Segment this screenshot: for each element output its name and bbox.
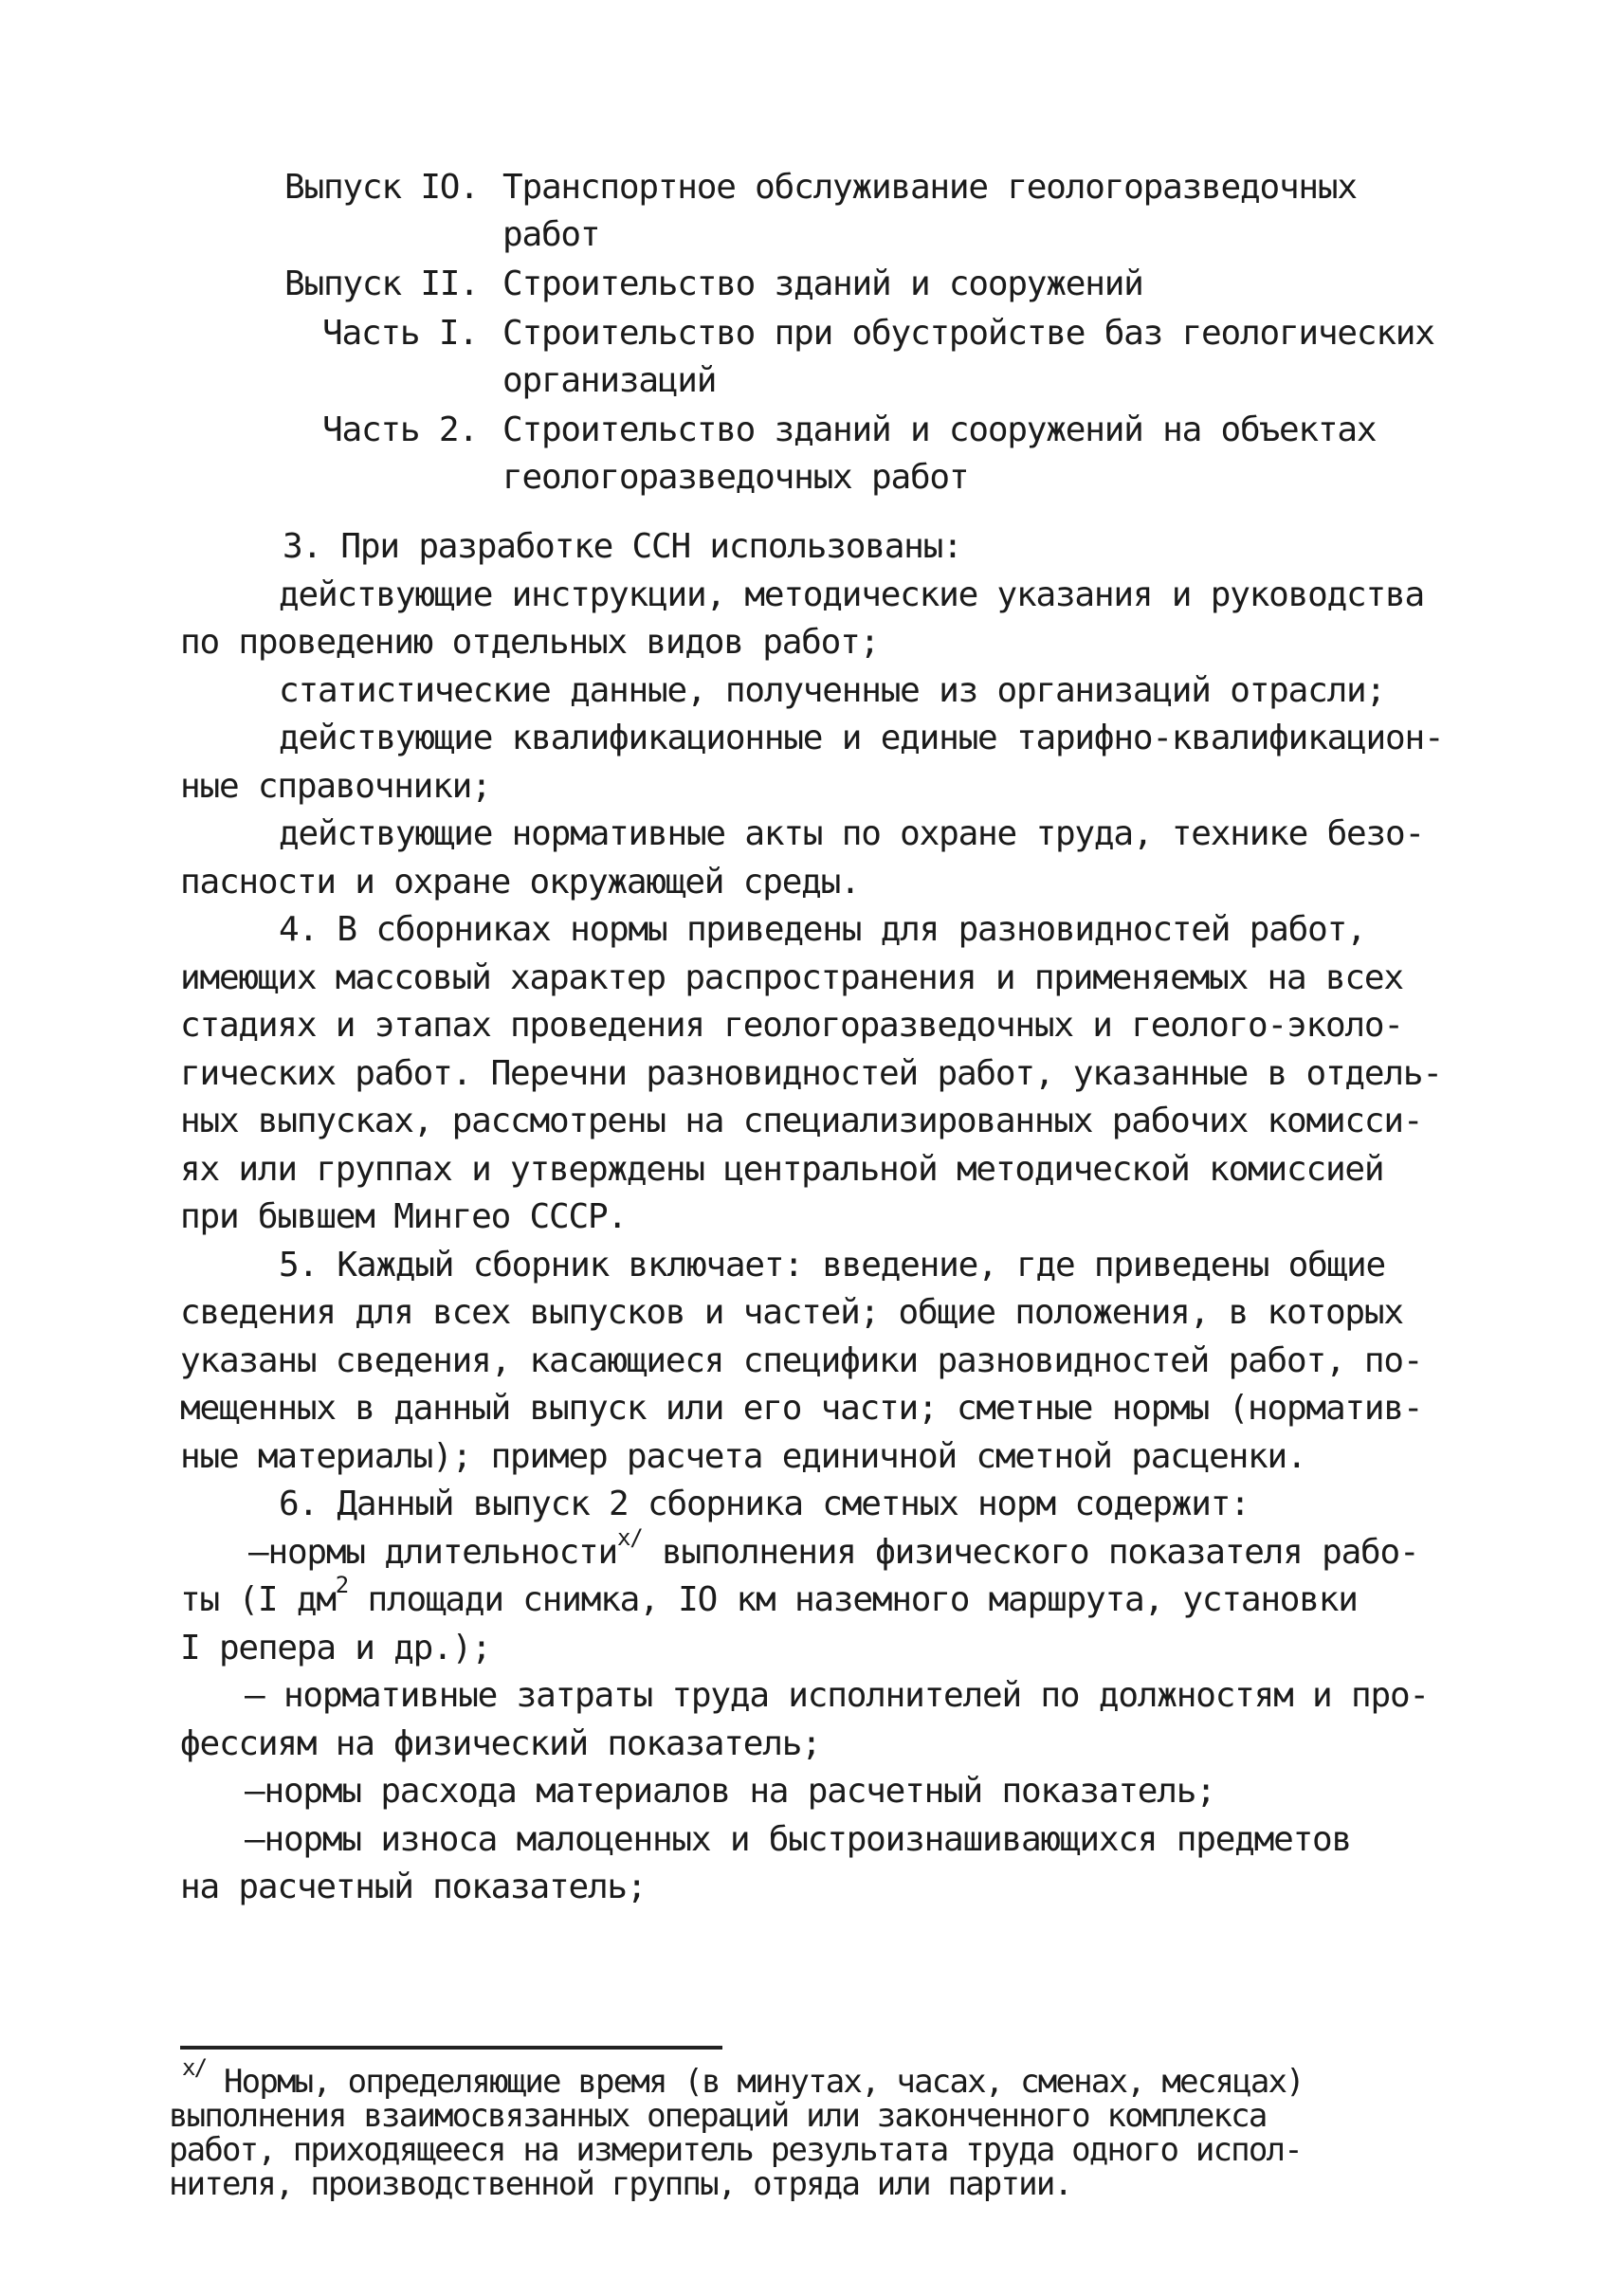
- body-line-10: имеющих массовый характер распространения и применяемых на всех: [180, 958, 1403, 997]
- body-line-28: –нормы износа малоценных и быстроизнашивающихся предметов: [245, 1820, 1352, 1859]
- body-line-05: действующие квалификационные и единые тарифно-квалификацион-: [279, 719, 1444, 757]
- issue-11-title: Строительство зданий и сооружений: [502, 264, 1143, 303]
- footnote-line-3: работ, приходящееся на измеритель результата труда одного испол-: [169, 2131, 1302, 2169]
- body-line-22-end: выполнения физического показателя рабо-: [642, 1533, 1419, 1572]
- footnote-line-1-text: Нормы, определяющие время (в минутах, часах, сменах, месяцах): [206, 2063, 1304, 2101]
- body-line-17: сведения для всех выпусков и частей; общие положения, в которых: [180, 1293, 1403, 1332]
- body-line-09: 4. В сборниках нормы приведены для разновидностей работ,: [279, 910, 1366, 949]
- body-line-15: при бывшем Мингео СССР.: [180, 1197, 627, 1236]
- body-line-20: ные материалы); пример расчета единичной сметной расценки.: [180, 1437, 1306, 1476]
- footnote-ref-mark: x/: [617, 1524, 643, 1551]
- body-line-25: – нормативные затраты труда исполнителей по должностям и про-: [245, 1676, 1429, 1715]
- issue-10-label: Выпуск IO.: [284, 168, 479, 207]
- part-1-label: Часть I.: [322, 314, 478, 353]
- part-2-label: Часть 2.: [322, 410, 478, 449]
- body-line-23-start: ты (I дм: [180, 1580, 336, 1619]
- body-line-26: фессиям на физический показатель;: [180, 1724, 821, 1763]
- issue-10-title: Транспортное обслуживание геологоразведочных: [502, 168, 1357, 207]
- part-1-title: Строительство при обустройстве баз геологических: [502, 314, 1434, 353]
- body-line-08: пасности и охране окружающей среды.: [180, 863, 860, 902]
- body-line-19: мещенных в данный выпуск или его части; сметные нормы (норматив-: [180, 1389, 1423, 1428]
- body-line-14: ях или группах и утверждены центральной методической комиссией: [180, 1150, 1384, 1189]
- squared-superscript: 2: [335, 1572, 349, 1598]
- body-line-04: статистические данные, полученные из организаций отрасли;: [279, 671, 1386, 710]
- issue-11-label: Выпуск II.: [284, 264, 479, 303]
- footnote-line-2: выполнения взаимосвязанных операций или законченного комплекса: [169, 2097, 1267, 2135]
- footnote-line-1: [182, 2053, 1304, 2101]
- footnote-line-4: нителя, производственной группы, отряда или партии.: [169, 2165, 1072, 2203]
- body-line-23: [180, 1572, 1358, 1619]
- body-line-22-start: –нормы длительности: [248, 1533, 618, 1572]
- body-line-24: I репера и др.);: [180, 1629, 491, 1667]
- body-line-12: гических работ. Перечни разновидностей работ, указанные в отдель-: [180, 1054, 1442, 1093]
- body-line-29: на расчетный показатель;: [180, 1868, 647, 1906]
- part-2-title: Строительство зданий и сооружений на объектах: [502, 410, 1377, 449]
- body-line-22: [248, 1524, 1419, 1572]
- body-line-18: указаны сведения, касающиеся специфики разновидностей работ, по-: [180, 1341, 1423, 1380]
- part-1-title-cont: организаций: [502, 361, 717, 400]
- body-line-21: 6. Данный выпуск 2 сборника сметных норм содержит:: [279, 1485, 1250, 1523]
- body-line-07: действующие нормативные акты по охране труда, технике безо-: [279, 814, 1424, 853]
- body-line-27: –нормы расхода материалов на расчетный показатель;: [245, 1772, 1215, 1811]
- body-line-16: 5. Каждый сборник включает: введение, где приведены общие: [279, 1246, 1386, 1285]
- body-line-06: ные справочники;: [180, 767, 491, 806]
- footnote-mark: x/: [182, 2053, 207, 2081]
- body-line-01: 3. При разработке ССН использованы:: [283, 527, 962, 566]
- body-line-03: по проведению отдельных видов работ;: [180, 623, 880, 662]
- body-line-11: стадиях и этапах проведения геологоразведочных и геолого-эколо-: [180, 1006, 1403, 1045]
- body-line-13: ных выпусках, рассмотрены на специализированных рабочих комисси-: [180, 1102, 1423, 1140]
- body-line-02: действующие инструкции, методические указания и руководства: [279, 575, 1424, 614]
- issue-10-title-cont: работ: [502, 215, 600, 254]
- body-line-23-end: площади снимка, IO км наземного маршрута, установки: [348, 1580, 1358, 1619]
- footnote-separator: [180, 2046, 722, 2050]
- part-2-title-cont: геологоразведочных работ: [502, 458, 969, 497]
